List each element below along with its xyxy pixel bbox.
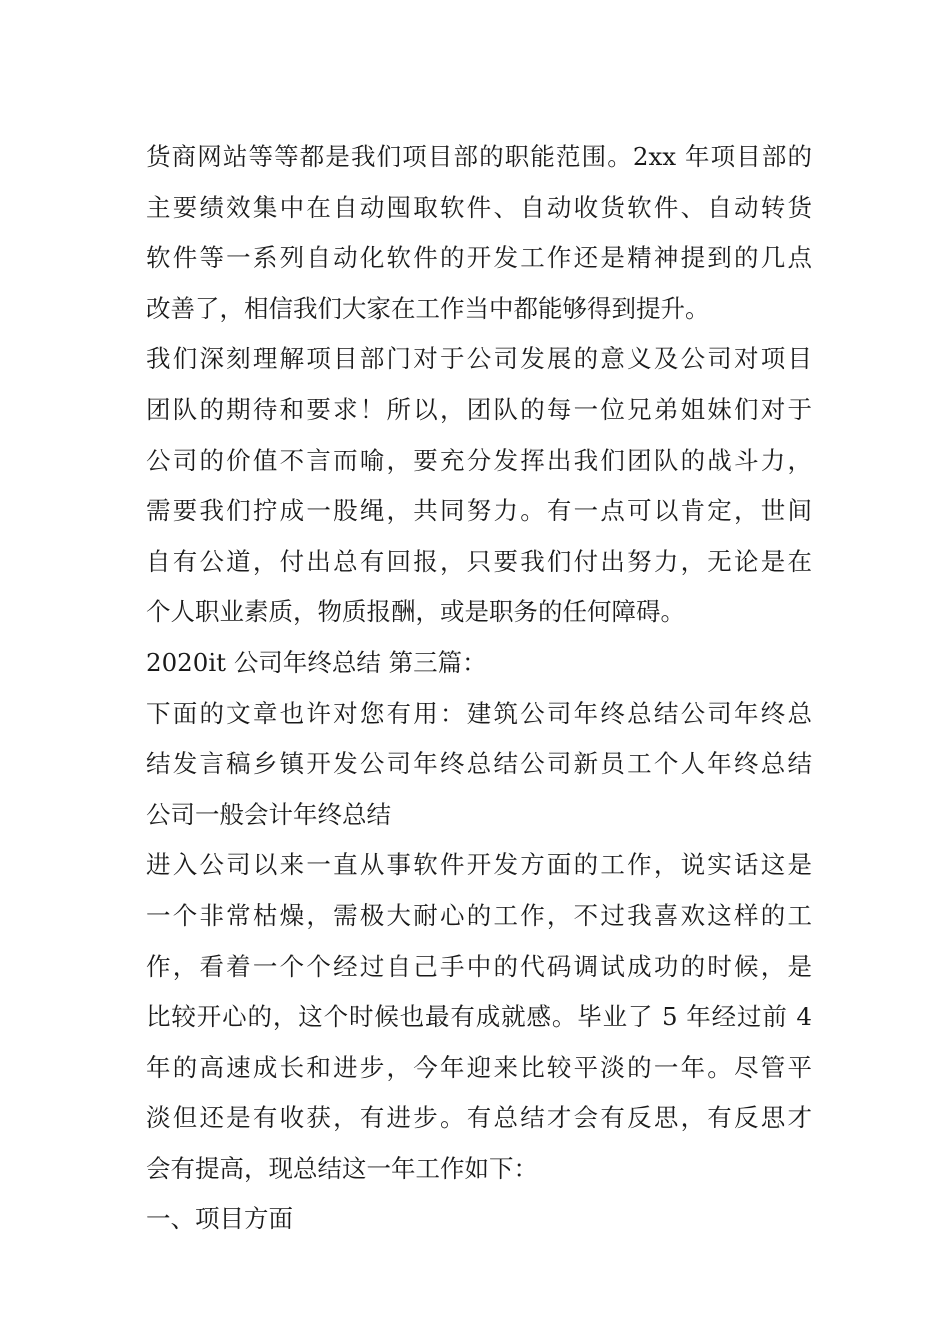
text-line: 需要我们拧成一股绳，共同努力。有一点可以肯定，世间 [146, 496, 812, 526]
text-line: 软件等一系列自动化软件的开发工作还是精神提到的几点 [146, 243, 812, 273]
paragraph [146, 334, 812, 638]
text-line: 货商网站等等都是我们项目部的职能范围。2xx 年项目部的 [146, 142, 812, 171]
text-line: 结发言稿乡镇开发公司年终总结公司新员工个人年终总结 [146, 749, 812, 779]
text-line: 改善了，相信我们大家在工作当中都能够得到提升。 [146, 293, 710, 323]
text-line: 主要绩效集中在自动囤取软件、自动收货软件、自动转货 [146, 192, 812, 222]
text-line: 一个非常枯燥，需极大耐心的工作，不过我喜欢这样的工 [146, 900, 812, 930]
text-line: 会有提高，现总结这一年工作如下： [146, 1153, 538, 1183]
subheading: 一、项目方面 [146, 1204, 293, 1234]
text-line: 淡但还是有收获，有进步。有总结才会有反思，有反思才 [146, 1103, 812, 1133]
paragraph [146, 840, 812, 1194]
text-line: 比较开心的，这个时候也最有成就感。毕业了 5 年经过前 4 [146, 1002, 812, 1032]
text-line: 个人职业素质，物质报酬，或是职务的任何障碍。 [146, 597, 685, 627]
text-line: 下面的文章也许对您有用：建筑公司年终总结公司年终总 [146, 698, 812, 728]
text-line: 进入公司以来一直从事软件开发方面的工作，说实话这是 [146, 850, 812, 880]
text-line: 作，看着一个个经过自己手中的代码调试成功的时候，是 [146, 951, 812, 981]
section-heading: 2020it 公司年终总结 第三篇： [146, 647, 487, 677]
text-line: 公司一般会计年终总结 [146, 799, 391, 829]
text-line: 我们深刻理解项目部门对于公司发展的意义及公司对项目 [146, 344, 812, 374]
document-body [146, 132, 812, 1245]
text-line: 年的高速成长和进步，今年迎来比较平淡的一年。尽管平 [146, 1052, 812, 1082]
text-line: 团队的期待和要求！所以，团队的每一位兄弟姐妹们对于 [146, 394, 812, 424]
text-line: 公司的价值不言而喻，要充分发挥出我们团队的战斗力， [146, 445, 812, 475]
paragraph [146, 132, 812, 334]
paragraph [146, 689, 812, 841]
text-line: 自有公道，付出总有回报，只要我们付出努力，无论是在 [146, 546, 812, 576]
